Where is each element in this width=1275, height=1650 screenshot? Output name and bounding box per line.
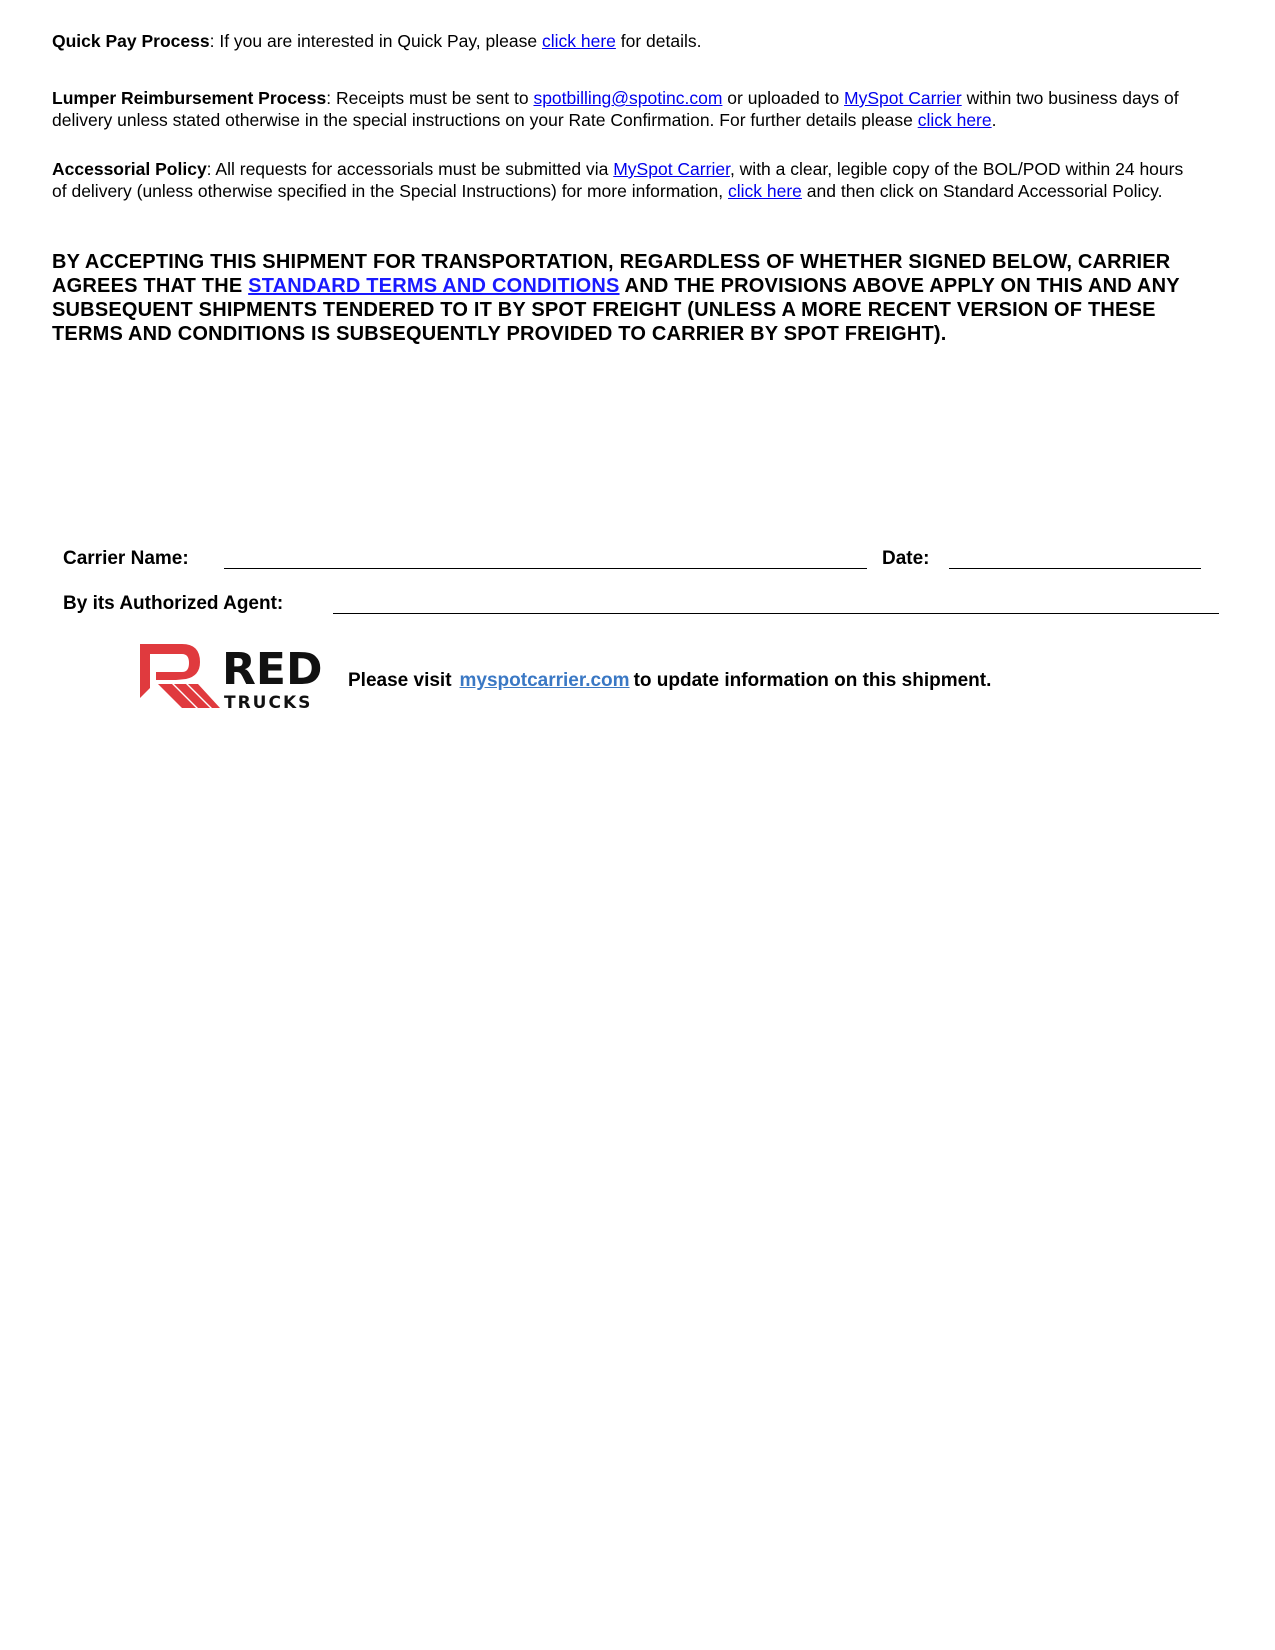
lumper-text-4: . <box>991 110 997 130</box>
lumper-paragraph <box>52 87 1202 131</box>
visit-message <box>348 670 991 692</box>
authorized-agent-label: By its Authorized Agent: <box>63 593 284 614</box>
visit-suffix: to update information on this shipment. <box>633 670 992 691</box>
standard-terms-link[interactable]: STANDARD TERMS AND CONDITIONS <box>248 275 620 297</box>
accessorial-text: : All requests for accessorials must be submitted via <box>206 159 614 179</box>
date-line[interactable] <box>949 568 1201 569</box>
visit-prefix: Please visit <box>348 670 452 691</box>
quick-pay-text-end: for details. <box>615 31 702 51</box>
logo-word-red: RED <box>222 644 323 695</box>
quick-pay-link[interactable]: click here <box>541 31 616 51</box>
lumper-details-link[interactable]: click here <box>917 110 992 130</box>
terms-acceptance-notice <box>52 250 1212 346</box>
myspotcarrier-link[interactable]: myspotcarrier.com <box>459 670 630 691</box>
carrier-name-label: Carrier Name: <box>63 548 189 569</box>
lumper-text: : Receipts must be sent to <box>326 88 534 108</box>
accessorial-paragraph <box>52 158 1202 202</box>
spotbilling-email-link[interactable]: spotbilling@spotinc.com <box>533 88 723 108</box>
lumper-myspot-carrier-link[interactable]: MySpot Carrier <box>844 88 962 108</box>
notice-text: BY ACCEPTING THIS SHIPMENT FOR TRANSPORTATION, REGARDLESS OF WHETHER SIGNED BELOW, CARRIER AGREES THAT THE <box>52 251 1171 297</box>
red-trucks-logo-icon <box>138 642 333 712</box>
accessorial-text-2: , with a clear, legible copy of the BOL/POD within 24 hours of delivery (unless otherwise specified in the Special Instructions) for more information, <box>52 159 1184 201</box>
accessorial-text-3: and then click on Standard Accessorial Policy. <box>801 181 1163 201</box>
quick-pay-text: : If you are interested in Quick Pay, please <box>209 31 542 51</box>
logo-word-trucks: TRUCKS <box>224 693 313 712</box>
carrier-name-line[interactable] <box>224 568 867 569</box>
date-label: Date: <box>882 548 930 569</box>
quick-pay-heading: Quick Pay Process <box>52 31 210 51</box>
accessorial-heading: Accessorial Policy <box>52 159 207 179</box>
accessorial-details-link[interactable]: click here <box>728 181 802 201</box>
notice-text-end: AND THE PROVISIONS ABOVE APPLY ON THIS AND ANY SUBSEQUENT SHIPMENTS TENDERED TO IT BY SPOT FREIGHT (UNLESS A MORE RECENT VERSION OF THESE TERMS AND CONDITIONS IS SUBSEQUENTLY PROVIDED TO CARRIER BY SPOT FREIGHT). <box>52 275 1180 345</box>
red-trucks-logo <box>138 642 333 712</box>
accessorial-myspot-carrier-link[interactable]: MySpot Carrier <box>613 159 730 179</box>
lumper-heading: Lumper Reimbursement Process <box>52 88 327 108</box>
authorized-agent-line[interactable] <box>333 613 1219 614</box>
quick-pay-paragraph <box>52 30 1202 52</box>
lumper-text-2: or uploaded to <box>722 88 845 108</box>
lumper-text-3: within two business days of delivery unless stated otherwise in the special instructions on your Rate Confirmation. For further details please <box>52 88 1179 130</box>
